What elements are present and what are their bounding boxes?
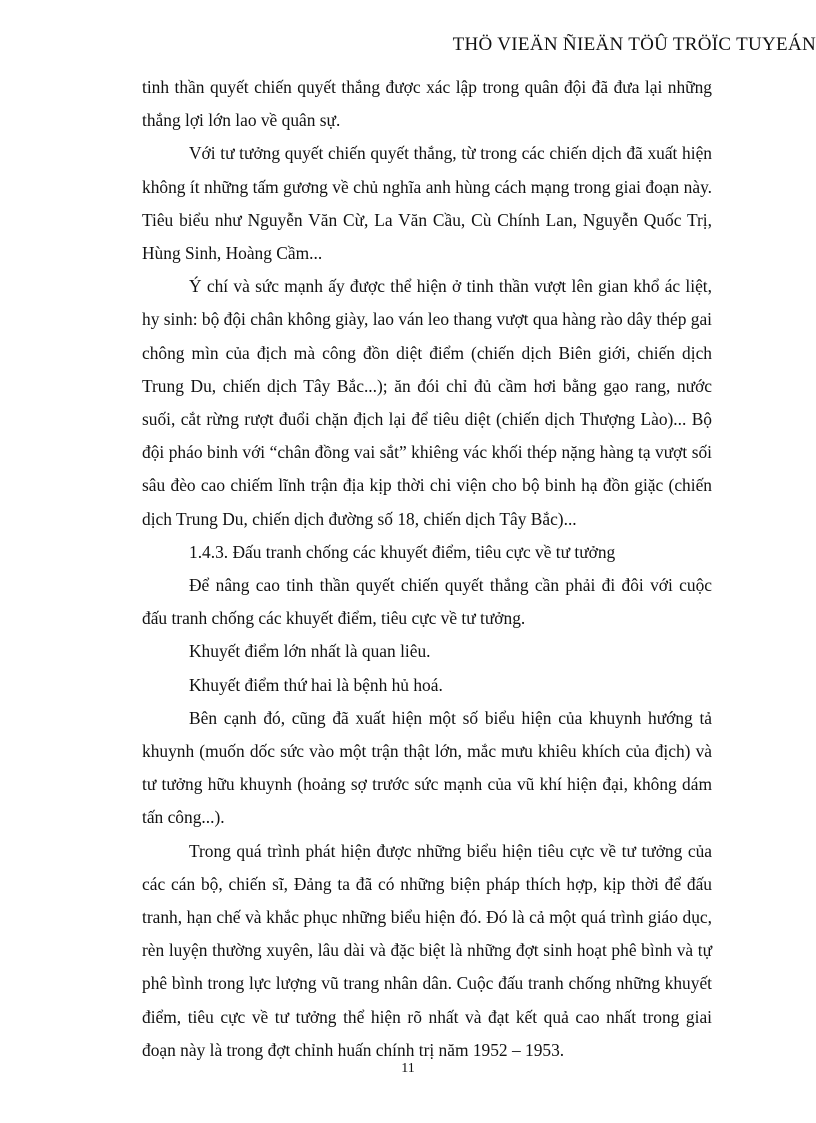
page-number: 11 xyxy=(401,1061,415,1076)
document-body xyxy=(142,71,712,1067)
paragraph: Trong quá trình phát hiện được những biểu hiện tiêu cực về tư tưởng của các cán bộ, chiến sĩ, Đảng ta đã có những biện pháp thích hợp, kịp thời để đấu tranh, hạn chế và khắc phục những biểu hiện đó. Đó là cả một quá trình giáo dục, rèn luyện thường xuyên, lâu dài và đặc biệt là những đợt sinh hoạt phê bình và tự phê bình trong lực lượng vũ trang nhân dân. Cuộc đấu tranh chống những khuyết điểm, tiêu cực về tư tưởng thể hiện rõ nhất và đạt kết quả cao nhất trong giai đoạn này là trong đợt chỉnh huấn chính trị năm 1952 – 1953. xyxy=(142,840,712,1060)
section-heading: 1.4.3. Đấu tranh chống các khuyết điểm, tiêu cực về tư tưởng xyxy=(189,541,616,562)
paragraph: Khuyết điểm thứ hai là bệnh hủ hoá. xyxy=(189,674,443,695)
paragraph: Bên cạnh đó, cũng đã xuất hiện một số biểu hiện của khuynh hướng tả khuynh (muốn dốc sức vào một trận thật lớn, mắc mưu khiêu khích của địch) và tư tưởng hữu khuynh (hoảng sợ trước sức mạnh của vũ khí hiện đại, không dám tấn công...). xyxy=(142,707,712,828)
paragraph: tinh thần quyết chiến quyết thắng được xác lập trong quân đội đã đưa lại những thắng lợi lớn lao về quân sự. xyxy=(142,77,712,131)
paragraph: Khuyết điểm lớn nhất là quan liêu. xyxy=(189,641,431,662)
page-header: THÖ VIEÄN ÑIEÄN TÖÛ TRÖÏC TUYEÁN xyxy=(452,34,816,55)
paragraph: Với tư tưởng quyết chiến quyết thắng, từ trong các chiến dịch đã xuất hiện không ít những tấm gương về chủ nghĩa anh hùng cách mạng trong giai đoạn này. Tiêu biểu như Nguyễn Văn Cừ, La Văn Cầu, Cù Chính Lan, Nguyễn Quốc Trị, Hùng Sinh, Hoàng Cầm... xyxy=(142,143,712,264)
paragraph: Để nâng cao tinh thần quyết chiến quyết thắng cần phải đi đôi với cuộc đấu tranh chống các khuyết điểm, tiêu cực về tư tưởng. xyxy=(142,575,712,629)
paragraph: Ý chí và sức mạnh ấy được thể hiện ở tinh thần vượt lên gian khổ ác liệt, hy sinh: bộ đội chân không giày, lao ván leo thang vượt qua hàng rào dây thép gai chông mìn của địch mà công đồn diệt điểm (chiến dịch Biên giới, chiến dịch Trung Du, chiến dịch Tây Bắc...); ăn đói chỉ đủ cầm hơi bằng gạo rang, nước suối, cắt rừng rượt đuổi chặn địch lại để tiêu diệt (chiến dịch Thượng Lào)... Bộ đội pháo binh với “chân đồng vai sắt” khiêng vác khối thép nặng hàng tạ vượt sối sâu đèo cao chiếm lĩnh trận địa kịp thời chi viện cho bộ binh hạ đồn giặc (chiến dịch Trung Du, chiến dịch đường số 18, chiến dịch Tây Bắc)... xyxy=(142,276,713,529)
